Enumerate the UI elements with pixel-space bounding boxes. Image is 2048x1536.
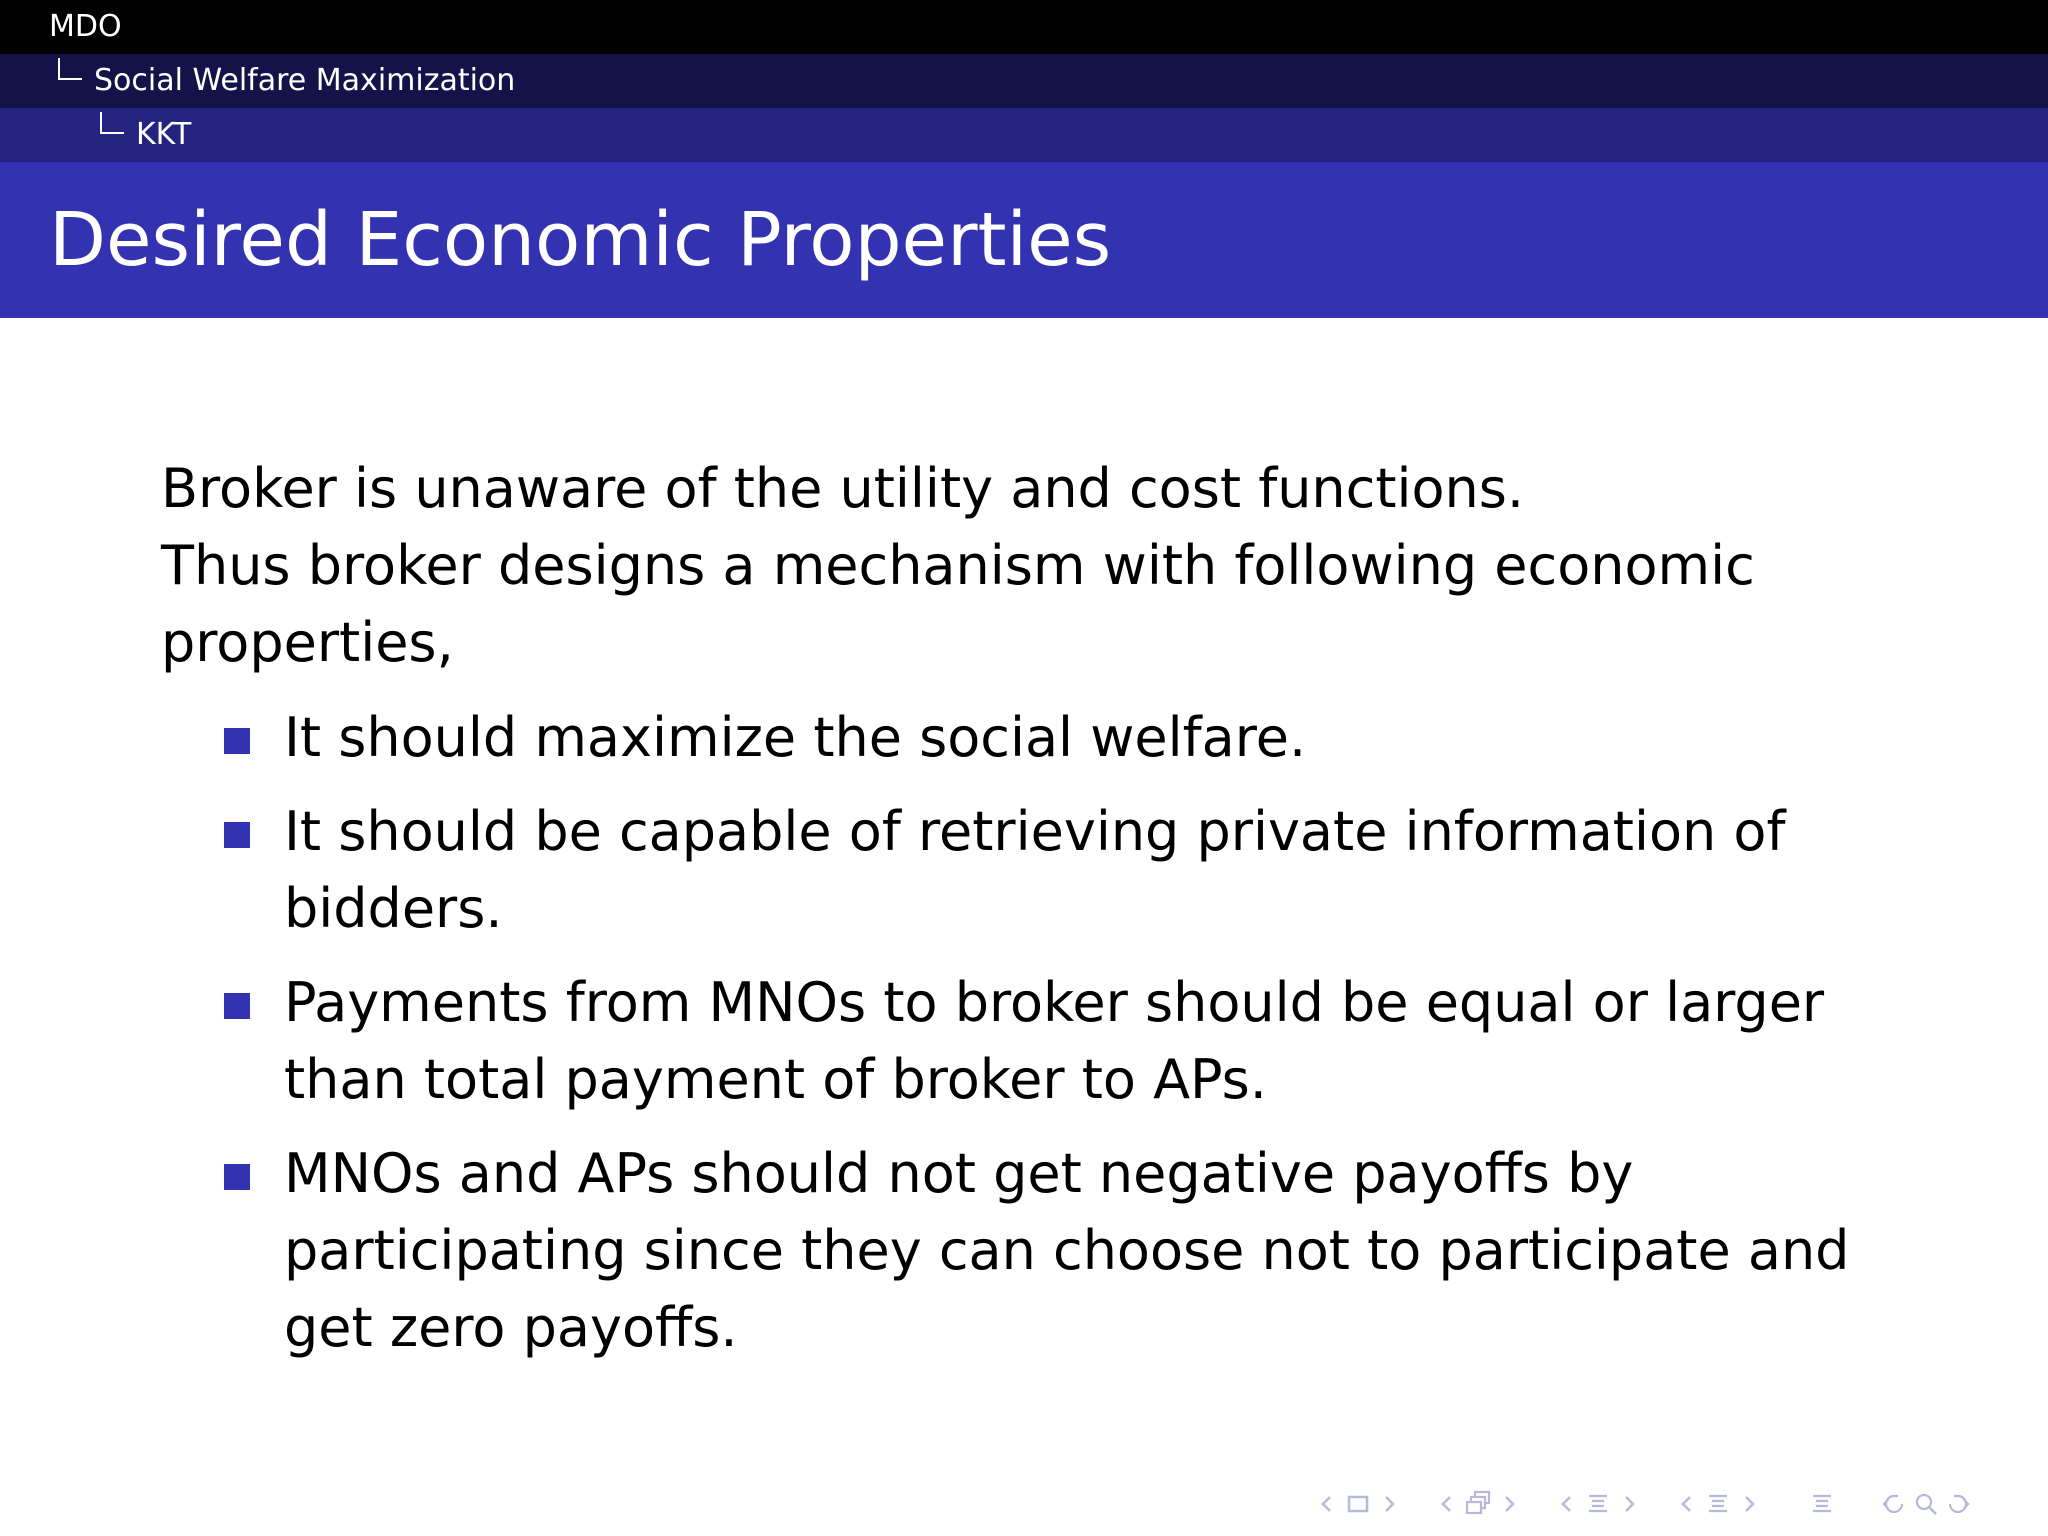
header-subsection: [0, 54, 2048, 108]
tree-connector-icon: [58, 58, 82, 80]
arrow-left-icon[interactable]: [1430, 1488, 1462, 1520]
document-icon[interactable]: [1702, 1488, 1734, 1520]
header-subsubsection: [0, 108, 2048, 162]
header-subsection-label: Social Welfare Maximization: [94, 63, 516, 98]
arrow-right-icon[interactable]: [1494, 1488, 1526, 1520]
list-item-text: It should be capable of retrieving private information of bidders.: [284, 800, 1786, 940]
section-icon[interactable]: [1582, 1488, 1614, 1520]
arrow-left-icon[interactable]: [1310, 1488, 1342, 1520]
bullet-list: [161, 699, 1921, 1366]
list-item: [161, 964, 1921, 1118]
beamer-navigation-bar: [1310, 1488, 1974, 1520]
square-bullet-icon: [224, 728, 250, 754]
search-icon[interactable]: [1910, 1488, 1942, 1520]
list-item-text: MNOs and APs should not get negative payoffs by participating since they can choose not to participate and get zero payoffs.: [284, 1142, 1850, 1359]
frame-icon[interactable]: [1342, 1488, 1374, 1520]
frame-title-bar: [0, 162, 2048, 318]
toc-icon[interactable]: [1806, 1488, 1838, 1520]
list-item: [161, 793, 1921, 947]
square-bullet-icon: [224, 1164, 250, 1190]
intro-line: Thus broker designs a mechanism with following economic properties,: [161, 534, 1755, 674]
list-item-text: It should maximize the social welfare.: [284, 706, 1307, 769]
arrow-right-icon[interactable]: [1614, 1488, 1646, 1520]
intro-text: [161, 450, 1921, 681]
slide-content: [161, 450, 1921, 1383]
list-item: [161, 1135, 1921, 1366]
list-item-text: Payments from MNOs to broker should be equal or larger than total payment of broker to APs.: [284, 971, 1825, 1111]
header-section-label: MDO: [49, 9, 122, 44]
intro-line: Broker is unaware of the utility and cost functions.: [161, 457, 1525, 520]
header-subsubsection-label: KKT: [136, 117, 192, 152]
subsection-icon[interactable]: [1462, 1488, 1494, 1520]
arrow-left-icon[interactable]: [1670, 1488, 1702, 1520]
arrow-right-icon[interactable]: [1734, 1488, 1766, 1520]
tree-connector-icon: [100, 112, 124, 134]
square-bullet-icon: [224, 993, 250, 1019]
list-item: [161, 699, 1921, 776]
forward-icon[interactable]: [1942, 1488, 1974, 1520]
frame-title: Desired Economic Properties: [49, 197, 1112, 283]
header-section: [0, 0, 2048, 54]
arrow-left-icon[interactable]: [1550, 1488, 1582, 1520]
square-bullet-icon: [224, 822, 250, 848]
arrow-right-icon[interactable]: [1374, 1488, 1406, 1520]
back-icon[interactable]: [1878, 1488, 1910, 1520]
